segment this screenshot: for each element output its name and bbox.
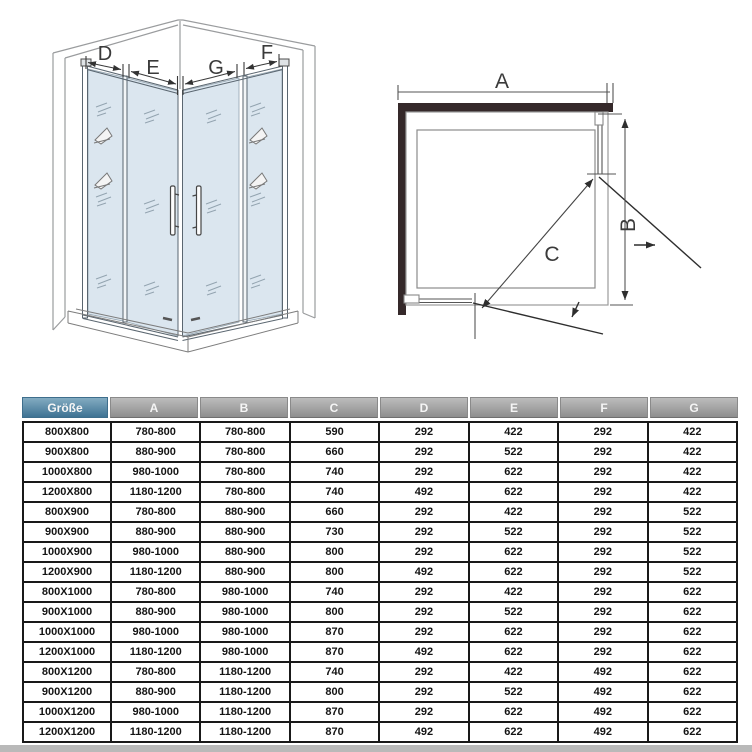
column-header-e: E: [470, 397, 558, 418]
slide-direction-lines: [473, 177, 701, 334]
table-cell: 880-900: [200, 542, 289, 562]
door-right: [587, 112, 616, 174]
size-table: [22, 397, 738, 743]
table-cell: 590: [290, 422, 379, 442]
table-cell: 292: [558, 582, 647, 602]
post-cap-right: [279, 59, 289, 66]
table-body: [23, 422, 737, 742]
table-cell: 622: [648, 722, 737, 742]
table-cell: 880-900: [111, 522, 200, 542]
column-header-c: C: [290, 397, 378, 418]
table-cell: 1180-1200: [200, 702, 289, 722]
table-cell: 980-1000: [111, 542, 200, 562]
table-cell: 880-900: [200, 562, 289, 582]
table-cell: 800X800: [23, 422, 111, 442]
dim-label-a: A: [494, 70, 510, 93]
table-cell: 622: [648, 662, 737, 682]
table-cell: 880-900: [111, 602, 200, 622]
table-cell: 622: [648, 702, 737, 722]
table-row: [23, 482, 737, 502]
table-cell: 292: [558, 622, 647, 642]
table-cell: 622: [469, 702, 558, 722]
door-bottom: [404, 293, 475, 339]
table-cell: 1000X800: [23, 462, 111, 482]
table-cell: 292: [558, 462, 647, 482]
glass-panel-g: [183, 78, 240, 336]
table-cell: 292: [558, 542, 647, 562]
table-cell: 622: [469, 562, 558, 582]
table-cell: 1180-1200: [111, 562, 200, 582]
table-row: [23, 462, 737, 482]
table-cell: 522: [469, 442, 558, 462]
table-cell: 900X1200: [23, 682, 111, 702]
table-cell: 1200X1000: [23, 642, 111, 662]
table-cell: 660: [290, 442, 379, 462]
dim-label-f: F: [260, 42, 274, 64]
dim-b: [598, 114, 633, 305]
table-cell: 1200X1200: [23, 722, 111, 742]
table-cell: 1200X900: [23, 562, 111, 582]
table-cell: 1000X1000: [23, 622, 111, 642]
table-cell: 980-1000: [200, 622, 289, 642]
table-cell: 800X900: [23, 502, 111, 522]
table-cell: 880-900: [200, 502, 289, 522]
column-header-b: B: [200, 397, 288, 418]
table-row: [23, 722, 737, 742]
table-cell: 740: [290, 662, 379, 682]
table-cell: 1180-1200: [111, 722, 200, 742]
table-cell: 780-800: [200, 462, 289, 482]
table-cell: 780-800: [200, 422, 289, 442]
table-cell: 292: [379, 622, 468, 642]
table-row: [23, 702, 737, 722]
table-cell: 492: [379, 722, 468, 742]
table-cell: 622: [648, 602, 737, 622]
table-cell: 622: [469, 482, 558, 502]
table-cell: 292: [558, 522, 647, 542]
table-cell: 1180-1200: [200, 722, 289, 742]
column-header-a: A: [110, 397, 198, 418]
table-cell: 522: [648, 562, 737, 582]
dim-label-c: C: [544, 243, 560, 266]
table-cell: 622: [648, 642, 737, 662]
table-cell: 730: [290, 522, 379, 542]
table-cell: 780-800: [111, 502, 200, 522]
table-cell: 800X1000: [23, 582, 111, 602]
table-cell: 292: [379, 662, 468, 682]
table-cell: 980-1000: [200, 602, 289, 622]
table-cell: 292: [379, 582, 468, 602]
table-row: [23, 662, 737, 682]
table-cell: 522: [469, 602, 558, 622]
table-cell: 492: [558, 662, 647, 682]
table-cell: 980-1000: [111, 622, 200, 642]
tray-outer: [406, 112, 608, 305]
table-cell: 660: [290, 502, 379, 522]
dim-c: [482, 179, 593, 308]
table-row: [23, 522, 737, 542]
table-cell: 870: [290, 702, 379, 722]
size-table-grid: [22, 421, 738, 743]
table-cell: 980-1000: [111, 702, 200, 722]
column-header-groesse: Größe: [22, 397, 108, 418]
handle-right: [197, 186, 202, 235]
table-row: [23, 502, 737, 522]
table-cell: 622: [469, 642, 558, 662]
table-cell: 292: [379, 682, 468, 702]
table-cell: 800: [290, 682, 379, 702]
table-cell: 292: [379, 442, 468, 462]
table-cell: 522: [648, 542, 737, 562]
dim-label-d: D: [97, 43, 113, 65]
table-cell: 880-900: [200, 522, 289, 542]
table-header-row: [22, 397, 738, 418]
dim-label-g: G: [208, 57, 224, 79]
table-cell: 492: [379, 642, 468, 662]
table-cell: 780-800: [200, 482, 289, 502]
table-cell: 780-800: [111, 662, 200, 682]
table-row: [23, 682, 737, 702]
table-cell: 740: [290, 462, 379, 482]
table-cell: 980-1000: [111, 462, 200, 482]
table-cell: 1180-1200: [200, 682, 289, 702]
table-cell: 292: [558, 642, 647, 662]
table-row: [23, 542, 737, 562]
table-cell: 1000X900: [23, 542, 111, 562]
table-cell: 622: [469, 722, 558, 742]
shower-plan-diagram: [385, 55, 717, 390]
table-cell: 292: [379, 702, 468, 722]
table-cell: 492: [379, 562, 468, 582]
table-cell: 880-900: [111, 442, 200, 462]
table-cell: 422: [648, 442, 737, 462]
table-cell: 292: [558, 422, 647, 442]
table-cell: 780-800: [111, 582, 200, 602]
table-cell: 622: [648, 682, 737, 702]
table-cell: 900X1000: [23, 602, 111, 622]
column-header-d: D: [380, 397, 468, 418]
table-cell: 622: [648, 622, 737, 642]
table-cell: 622: [469, 462, 558, 482]
table-cell: 900X900: [23, 522, 111, 542]
table-cell: 292: [379, 462, 468, 482]
table-cell: 780-800: [111, 422, 200, 442]
table-cell: 800: [290, 602, 379, 622]
table-cell: 422: [648, 462, 737, 482]
table-cell: 870: [290, 622, 379, 642]
table-cell: 492: [558, 682, 647, 702]
table-cell: 870: [290, 722, 379, 742]
table-cell: 492: [558, 702, 647, 722]
table-cell: 292: [379, 542, 468, 562]
tray-inner: [417, 130, 595, 288]
table-row: [23, 442, 737, 462]
table-cell: 740: [290, 482, 379, 502]
table-cell: 492: [379, 482, 468, 502]
table-cell: 422: [469, 662, 558, 682]
table-row: [23, 562, 737, 582]
table-row: [23, 622, 737, 642]
dim-label-b: B: [617, 217, 640, 233]
table-cell: 492: [558, 722, 647, 742]
table-cell: 800: [290, 542, 379, 562]
table-cell: 422: [648, 482, 737, 502]
table-cell: 740: [290, 582, 379, 602]
table-cell: 292: [558, 602, 647, 622]
table-row: [23, 582, 737, 602]
table-cell: 292: [379, 422, 468, 442]
table-cell: 292: [379, 522, 468, 542]
table-cell: 880-900: [111, 682, 200, 702]
glass-panel-d: [88, 69, 123, 321]
handle-left: [171, 186, 176, 235]
column-header-g: G: [650, 397, 738, 418]
table-cell: 622: [648, 582, 737, 602]
table-cell: 870: [290, 642, 379, 662]
dim-label-e: E: [146, 57, 160, 79]
door-rollers: [163, 318, 200, 320]
table-cell: 800: [290, 562, 379, 582]
table-cell: 422: [469, 422, 558, 442]
table-row: [23, 602, 737, 622]
table-cell: 780-800: [200, 442, 289, 462]
table-row: [23, 422, 737, 442]
shower-iso-diagram: [20, 5, 345, 393]
column-header-f: F: [560, 397, 648, 418]
table-cell: 422: [648, 422, 737, 442]
table-cell: 800X1200: [23, 662, 111, 682]
table-cell: 292: [558, 442, 647, 462]
table-cell: 622: [469, 542, 558, 562]
table-cell: 1180-1200: [111, 482, 200, 502]
table-cell: 292: [558, 482, 647, 502]
table-cell: 292: [558, 562, 647, 582]
horizontal-scrollbar-track[interactable]: [0, 745, 752, 752]
plan-wall-top: [398, 103, 613, 112]
plan-wall-left: [398, 103, 406, 315]
glass-panels: [88, 69, 282, 336]
table-cell: 292: [558, 502, 647, 522]
table-cell: 522: [648, 502, 737, 522]
table-cell: 622: [469, 622, 558, 642]
table-cell: 292: [379, 502, 468, 522]
table-cell: 522: [469, 682, 558, 702]
table-cell: 980-1000: [200, 642, 289, 662]
table-cell: 900X800: [23, 442, 111, 462]
table-cell: 422: [469, 502, 558, 522]
table-cell: 1200X800: [23, 482, 111, 502]
table-cell: 422: [469, 582, 558, 602]
table-cell: 1180-1200: [111, 642, 200, 662]
table-cell: 1000X1200: [23, 702, 111, 722]
table-row: [23, 642, 737, 662]
table-cell: 292: [379, 602, 468, 622]
table-cell: 522: [648, 522, 737, 542]
table-cell: 980-1000: [200, 582, 289, 602]
table-cell: 1180-1200: [200, 662, 289, 682]
table-cell: 522: [469, 522, 558, 542]
